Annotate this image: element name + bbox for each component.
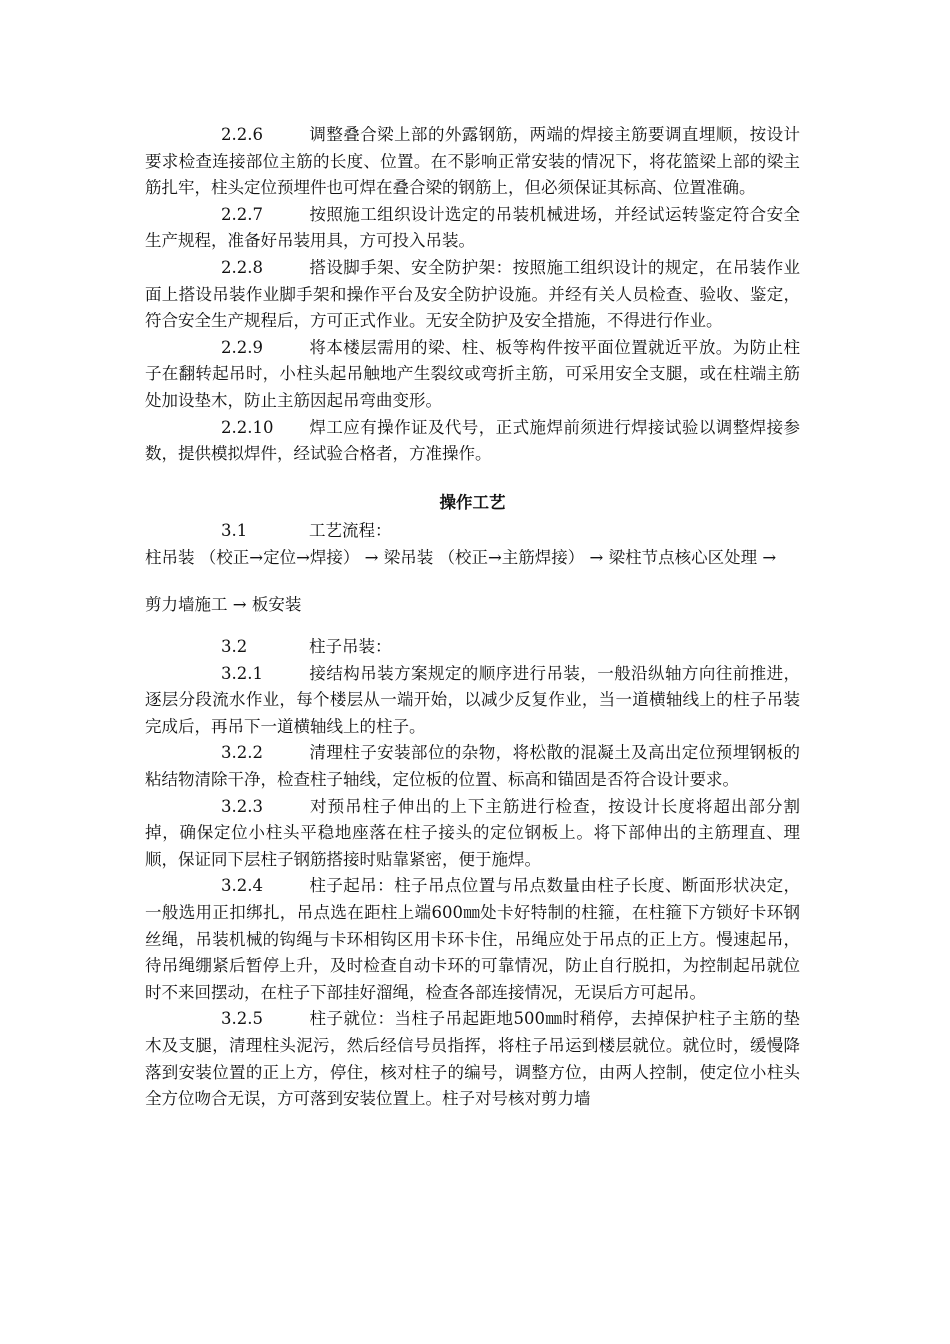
clause-text: 柱子就位：当柱子吊起距地500㎜时稍停，去掉保护柱子主筋的垫木及支腿，清理柱头泥污，然后经信号员指挥，将柱子吊运到楼层就位。就位时，缓慢降落到安装位置的正上方，停住，核对柱子的编号，调整方位，由两人控制，使定位小柱头全方位吻合无误，方可落到安装位置上。柱子对号核对剪力墙 <box>145 1009 800 1109</box>
paragraph-2-2-6 <box>145 122 800 202</box>
clause-number: 3.2.3 <box>221 796 263 816</box>
clause-text: 将本楼层需用的梁、柱、板等构件按平面位置就近平放。为防止柱子在翻转起吊时，小柱头起吊触地产生裂纹或弯折主筋，可采用安全支腿，或在柱端主筋处加设垫木，防止主筋因起吊弯曲变形。 <box>145 337 800 410</box>
process-flow-line-1: 柱吊装 （校正→定位→焊接） → 梁吊装 （校正→主筋焊接） → 梁柱节点核心区处理 → <box>145 547 777 567</box>
clause-number: 3.2.2 <box>221 743 263 763</box>
paragraph-3-2-2 <box>145 740 800 793</box>
process-flow-line-2: 剪力墙施工 → 板安装 <box>145 594 302 614</box>
clause-text: 按照施工组织设计选定的吊装机械进场，并经试运转鉴定符合安全生产规程，准备好吊装用具，方可投入吊装。 <box>145 204 800 251</box>
paragraph-3-2 <box>145 634 800 661</box>
clause-number: 2.2.10 <box>221 417 274 437</box>
paragraph-2-2-10 <box>145 415 800 468</box>
clause-text: 工艺流程： <box>309 521 392 541</box>
section-heading: 操作工艺 <box>439 492 506 512</box>
clause-text: 焊工应有操作证及代号，正式施焊前须进行焊接试验以调整焊接参数，提供模拟焊件，经试验合格者，方准操作。 <box>145 417 800 464</box>
clause-number: 2.2.6 <box>221 125 263 144</box>
clause-number: 2.2.8 <box>221 257 263 277</box>
clause-number: 3.2.4 <box>221 876 263 896</box>
paragraph-3-2-5 <box>145 1006 800 1112</box>
clause-number: 3.2.1 <box>221 663 263 683</box>
clause-number: 3.1 <box>221 521 248 541</box>
clause-number: 2.2.9 <box>221 337 263 357</box>
clause-number: 2.2.7 <box>221 204 263 224</box>
paragraph-2-2-9 <box>145 335 800 415</box>
paragraph-2-2-7 <box>145 202 800 255</box>
clause-text: 调整叠合梁上部的外露钢筋，两端的焊接主筋要调直埋顺，按设计要求检查连接部位主筋的长度、位置。在不影响正常安装的情况下，将花篮梁上部的梁主筋扎牢，柱头定位预埋件也可焊在叠合梁的钢筋上，但必须保证其标高、位置准确。 <box>145 125 800 198</box>
paragraph-3-1 <box>145 518 800 545</box>
clause-text: 柱子吊装： <box>309 637 392 657</box>
clause-number: 3.2 <box>221 637 248 657</box>
clause-text: 搭设脚手架、安全防护架：按照施工组织设计的规定，在吊装作业面上搭设吊装作业脚手架和操作平台及安全防护设施。并经有关人员检查、验收、鉴定，符合安全生产规程后，方可正式作业。无安全防护及安全措施，不得进行作业。 <box>145 257 800 331</box>
clause-text: 对预吊柱子伸出的上下主筋进行检查，按设计长度将超出部分割掉，确保定位小柱头平稳地座落在柱子接头的定位钢板上。将下部伸出的主筋理直、理顺，保证同下层柱子钢筋搭接时贴靠紧密，便于施焊。 <box>145 796 800 869</box>
paragraph-3-2-4 <box>145 873 800 1006</box>
clause-number: 3.2.5 <box>221 1009 263 1029</box>
clause-text: 清理柱子安装部位的杂物，将松散的混凝土及高出定位预埋钢板的粘结物清除干净，检查柱子轴线，定位板的位置、标高和锚固是否符合设计要求。 <box>145 743 800 790</box>
paragraph-3-2-1 <box>145 661 800 741</box>
clause-text: 接结构吊装方案规定的顺序进行吊装，一般沿纵轴方向往前推进，逐层分段流水作业，每个楼层从一端开始，以减少反复作业，当一道横轴线上的柱子吊装完成后，再吊下一道横轴线上的柱子。 <box>145 663 800 736</box>
paragraph-2-2-8 <box>145 255 800 335</box>
clause-text: 柱子起吊：柱子吊点位置与吊点数量由柱子长度、断面形状决定，一般选用正扣绑扎，吊点选在距柱上端600㎜处卡好特制的柱箍，在柱箍下方锁好卡环钢丝绳，吊装机械的钩绳与卡环相钩区用卡环卡住，吊绳应处于吊点的正上方。慢速起吊，待吊绳绷紧后暂停上升，及时检查自动卡环的可靠情况，防止自行脱扣，为控制起吊就位时不来回摆动，在柱子下部挂好溜绳，检查各部连接情况，无误后方可起吊。 <box>145 876 800 1002</box>
paragraph-3-2-3 <box>145 794 800 874</box>
